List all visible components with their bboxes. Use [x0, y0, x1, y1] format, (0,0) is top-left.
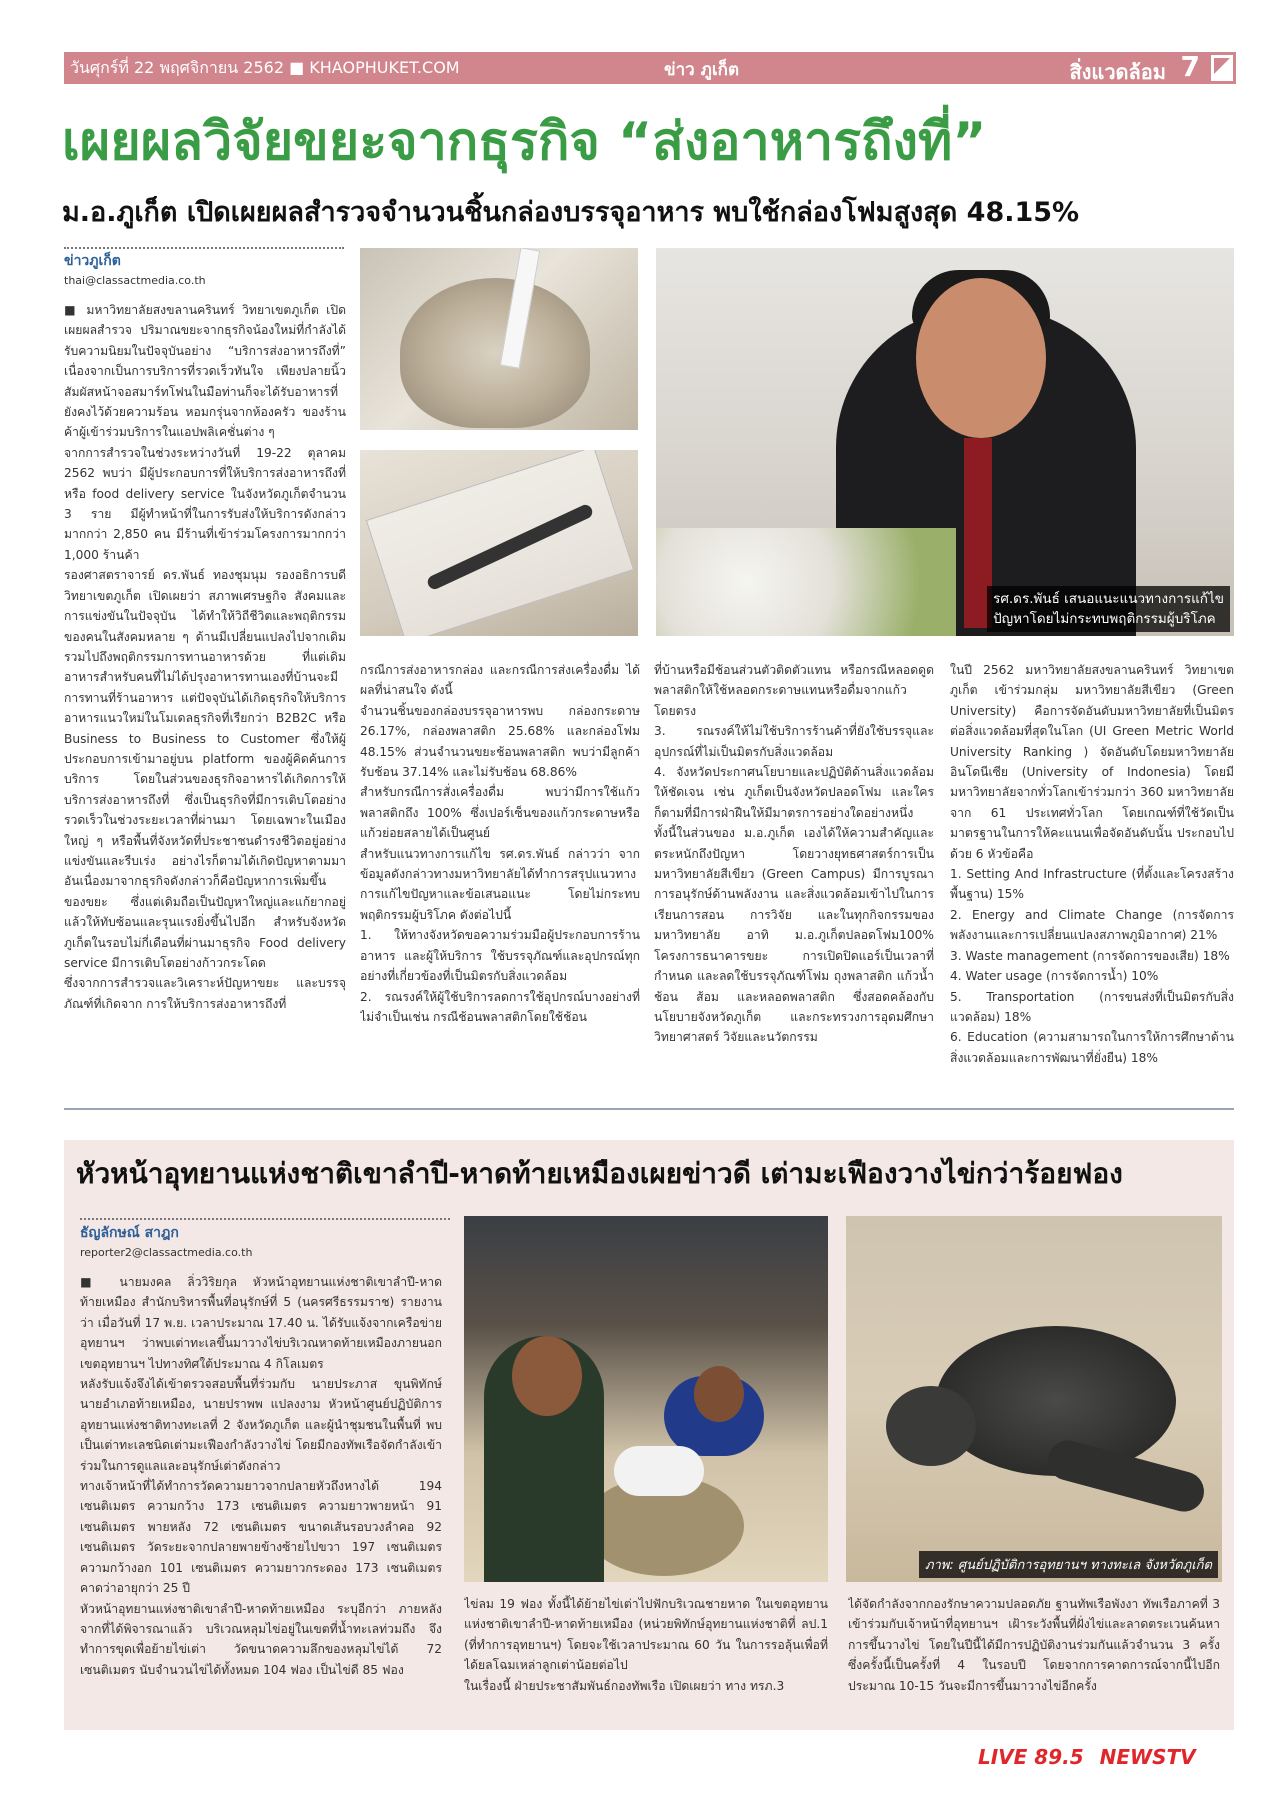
tv-logo-text: TV: [1166, 1745, 1196, 1769]
photo-leatherback-turtle: [846, 1216, 1222, 1582]
news-tv-logo: [1100, 1745, 1196, 1769]
article1-headline: เผยผลวิจัยขยะจากธุรกิจ “ส่งอาหารถึงที่”: [62, 112, 987, 172]
corner-logo-icon: [1208, 52, 1236, 84]
article2-column-2: ไข่ลม 19 ฟอง ทั้งนี้ได้ย้ายไข่เต่าไปฟักบริเวณชายหาด ในเขตอุทยานแห่งชาติเขาลำปี-หาดท้ายเหมือง (หน่วยพิทักษ์อุทยานแห่งชาติที่ ลป.1 (ที่ทำการอุทยานฯ) โดยจะใช้เวลาประมาณ 60 วัน ในการรอลุ้นเพื่อที่ได้ยลโฉมเหล่าลูกเต่าน้อยต่อไป ในเรื่องนี้ ฝ่ายประชาสัมพันธ์กองทัพเรือ เปิดเผยว่า ทาง ทรภ.3: [464, 1597, 828, 1693]
cup-shape: [400, 278, 590, 428]
speaker-face-shape: [916, 278, 1046, 438]
officer-face-shape: [512, 1336, 582, 1416]
article1-subheadline: ม.อ.ภูเก็ต เปิดเผยผลสำรวจจำนวนชิ้นกล่องบรรจุอาหาร พบใช้กล่องโฟมสูงสุด 48.15%: [62, 197, 1080, 228]
article2-column-3: ได้จัดกำลังจากกองรักษาความปลอดภัย ฐานทัพเรือพังงา ทัพเรือภาคที่ 3 เข้าร่วมกับเจ้าหน้าที่อุทยานฯ เฝ้าระวังพื้นที่ฝั่งไข่และลาดตระเวนค้นหาการขึ้นวางไข่ โดยในปีนี้ได้มีการปฏิบัติงานร่วมกันแล้วจำนวน 3 ครั้ง ซึ่งครั้งนี้เป็นครั้งที่ 4 ในรอบปี โดยจากการคาดการณ์จากนี้ไปอีกประมาณ 10-15 วันจะมีการขึ้นมาวางไข่อีกครั้ง: [848, 1597, 1220, 1693]
byline2-divider: [80, 1218, 450, 1220]
page-header: [64, 52, 1236, 84]
photo-egg-relocation: [464, 1216, 828, 1582]
glove-shape: [614, 1446, 704, 1496]
speaker-photo-caption: รศ.ดร.พันธ์ เสนอแนะแนวทางการแก้ไข ปัญหาโดยไม่กระทบพฤติกรรมผู้บริโภค: [987, 586, 1230, 632]
article1-byline: [64, 250, 344, 287]
live-logo-text: LIVE: [978, 1745, 1028, 1769]
article1-column-2: กรณีการส่งอาหารกล่อง และกรณีการส่งเครื่องดื่ม ได้ผลที่น่าสนใจ ดังนี้ จำนวนชิ้นของกล่องบรรจุอาหารพบ กล่องกระดาษ 26.17%, กล่องพลาสติก 25.68% และกล่องโฟม 48.15% ส่วนจำนวนขยะช้อนพลาสติก พบว่ามีลูกค้ารับช้อน 37.14% และไม่รับช้อน 68.86% สำหรับกรณีการสั่งเครื่องดื่ม พบว่ามีการใช้แก้วพลาสติกถึง 100% ซึ่งเปอร์เซ็นของแก้วกระดาษหรือแก้วย่อยสลายได้เป็นศูนย์ สำหรับแนวทางการแก้ไข รศ.ดร.พันธ์ กล่าวว่า จากข้อมูลดังกล่าวทางมหาวิทยาลัยได้ทำการสรุปแนวทางการแก้ไขปัญหาและข้อเสนอแนะ โดยไม่กระทบพฤติกรรมผู้บริโภค ดังต่อไปนี้ 1. ให้ทางจังหวัดขอความร่วมมือผู้ประกอบการร้านอาหาร และผู้ให้บริการ ใช้บรรจุภัณฑ์และอุปกรณ์ทุกอย่างที่เกี่ยวข้องที่เป็นมิตรกับสิ่งแวดล้อม 2. รณรงค์ให้ผู้ใช้บริการลดการใช้อุปกรณ์บางอย่างที่ไม่จำเป็นเช่น กรณีช้อนพลาสติกโดยใช้ช้อน: [360, 663, 640, 1024]
turtle-photo-caption: ภาพ: ศูนย์ปฏิบัติการอุทยานฯ ทางทะเล จังหวัดภูเก็ต: [919, 1551, 1218, 1578]
byline-divider: [64, 247, 344, 249]
photo-drink-cup: [360, 248, 638, 430]
header-date-site: วันศุกร์ที่ 22 พฤศจิกายน 2562 ■ KHAOPHUKET.COM: [70, 57, 460, 77]
article2-headline: หัวหน้าอุทยานแห่งชาติเขาลำปี-หาดท้ายเหมืองเผยข่าวดี เต่ามะเฟืองวางไข่กว่าร้อยฟอง: [76, 1157, 1123, 1190]
section-divider: [64, 1108, 1234, 1110]
digger-face-shape: [694, 1366, 744, 1422]
header-section: สิ่งแวดล้อม: [1069, 60, 1166, 84]
news-logo-text: NEWS: [1099, 1745, 1167, 1769]
flowers-shape: [656, 528, 956, 636]
page-number: 7: [1180, 50, 1200, 83]
photo-plastic-cutlery: [360, 450, 638, 636]
live-radio-logo: [978, 1745, 1084, 1769]
header-brand: ข่าว ภูเก็ต: [664, 60, 739, 80]
article2-author: ธัญลักษณ์ สาฎก: [80, 1225, 179, 1241]
article1-email: thai@classactmedia.co.th: [64, 274, 206, 287]
article1-column-4: ในปี 2562 มหาวิทยาลัยสงขลานครินทร์ วิทยาเขตภูเก็ต เข้าร่วมกลุ่ม มหาวิทยาลัยสีเขียว (Green University) คือการจัดอันดับมหาวิทยาลัยที่เป็นมิตรต่อสิ่งแวดล้อมที่สุดในโลก (UI Green Metric World University Ranking ) จัดอันดับโดยมหาวิทยาลัยอินโดนีเซีย (University of Indonesia) โดยมีมหาวิทยาลัยจากทั่วโลกเข้าร่วมกว่า 360 มหาวิทยาลัย จาก 61 ประเทศทั่วโลก โดยเกณฑ์ที่ใช้วัดเป็นมาตรฐานในการให้คะแนนเพื่อจัดอันดับนั้น ประกอบไปด้วย 6 หัวข้อคือ 1. Setting And Infrastructure (ที่ตั้งและโครงสร้างพื้นฐาน) 15% 2. Energy and Climate Change (การจัดการพลังงานและการเปลี่ยนแปลงสภาพภูมิอากาศ) 21% 3. Waste management (การจัดการของเสีย) 18% 4. Water usage (การจัดการน้ำ) 10% 5. Transportation (การขนส่งที่เป็นมิตรกับสิ่งแวดล้อม) 18% 6. Education (ความสามารถในการให้การศึกษาด้านสิ่งแวดล้อมและการพัฒนาที่ยั่งยืน) 18%: [950, 663, 1234, 1065]
article1-column-1: ■ มหาวิทยาลัยสงขลานครินทร์ วิทยาเขตภูเก็ต เปิดเผยผลสำรวจ ปริมาณขยะจากธุรกิจน้องใหม่ที่กำลังได้รับความนิยมในปัจจุบันอย่าง “บริการส่งอาหารถึงที่” เนื่องจากเป็นการบริการที่รวดเร็วทันใจ เพียงปลายนิ้วสัมผัสหน้าจอสมาร์ทโฟนในมือท่านก็จะได้รับอาหารที่ยังคงไว้ด้วยความร้อน หอมกรุ่นจากห้องครัว ของร้านค้าผู้เข้าร่วมบริการในแอปพลิเคชั่นต่าง ๆ จากการสำรวจในช่วงระหว่างวันที่ 19-22 ตุลาคม 2562 พบว่า มีผู้ประกอบการที่ให้บริการส่งอาหารถึงที่ หรือ food delivery service ในจังหวัดภูเก็ตจำนวน 3 ราย มีผู้ทำหน้าที่ในการรับส่งให้บริการดังกล่าวมากกว่า 2,850 คน มีร้านที่เข้าร่วมโครงการมากกว่า 1,000 ร้านค้า รองศาสตราจารย์ ดร.พันธ์ ทองชุมนุม รองอธิการบดีวิทยาเขตภูเก็ต เปิดเผยว่า สภาพเศรษฐกิจ สังคมและการแข่งขันในปัจจุบัน ได้ทำให้วิถีชีวิตและพฤติกรรมของคนในสังคมหลาย ๆ ด้านมีเปลี่ยนแปลงไปจากเดิม รวมไปถึงพฤติกรรมการทานอาหารด้วย ที่แต่เดิมอาหารสำหรับคนที่ไม่ได้ปรุงอาหารทานเองที่บ้านจะมีการทานที่ร้านอาหาร แต่ปัจจุบันได้เกิดธุรกิจให้บริการอาหารแนวใหม่ในโมเดลธุรกิจที่เรียกว่า B2B2C หรือ Business to Business to Customer ซึ่งให้ผู้ประกอบการเข้ามาอยู่บน platform ของผู้คิดค้นการบริการ โดยในส่วนของธุรกิจอาหารได้เกิดการให้บริการส่งอาหารถึงที่ ซึ่งเป็นธุรกิจที่มีการเติบโตอย่างรวดเร็วในช่วงระยะเวลาที่ผ่านมา โดยเฉพาะในเมืองใหญ่ ๆ หรือพื้นที่จังหวัดที่ประชาชนดำรงชีวิตอยู่อย่างแข่งขันและรีบเร่ง อย่างไรก็ตามได้เกิดปัญหาตามมาอันเนื่องมาจากธุรกิจดังกล่าวก็คือปัญหาการเพิ่มขึ้นของขยะ ซึ่งแต่เดิมถือเป็นปัญหาใหญ่และแก้ยากอยู่แล้วให้ทับซ้อนและรุนแรงยิ่งขึ้นไปอีก สำหรับจังหวัดภูเก็ตในรอบไม่กี่เดือนที่ผ่านมาธุรกิจ Food delivery service มีการเติบโตอย่างก้าวกระโดด ซึ่งจากการสำรวจและวิเคราะห์ปัญหาขยะ และบรรจุภัณฑ์ที่เกิดจาก การให้บริการส่งอาหารถึงที่: [64, 303, 346, 1011]
article1-author: ข่าวภูเก็ต: [64, 253, 121, 269]
footer-logos: [978, 1742, 1234, 1772]
article2-byline: [80, 1222, 450, 1259]
live-logo-freq: 89.5: [1034, 1745, 1084, 1769]
article2-email: reporter2@classactmedia.co.th: [80, 1246, 253, 1259]
turtle-head-shape: [886, 1386, 976, 1466]
article2-column-1: ■ นายมงคล ลิ่ววิริยกุล หัวหน้าอุทยานแห่งชาติเขาลำปี-หาดท้ายเหมือง สำนักบริหารพื้นที่อนุรักษ์ที่ 5 (นครศรีธรรมราช) รายงานว่า เมื่อวันที่ 17 พ.ย. เวลาประมาณ 17.40 น. ได้รับแจ้งจากเครือข่ายอุทยานฯ ว่าพบเต่าทะเลขึ้นมาวางไข่บริเวณหาดท้ายเหมืองภายนอกเขตอุทยานฯ ไปทางทิศใต้ประมาณ 4 กิโลเมตร หลังรับแจ้งจึงได้เข้าตรวจสอบพื้นที่ร่วมกับ นายประภาส ขุนพิทักษ์ นายอำเภอท้ายเหมือง, นายปราพพ แปลงงาม หัวหน้าศูนย์ปฏิบัติการอุทยานแห่งชาติทางทะเลที่ 2 จังหวัดภูเก็ต และผู้นำชุมชนในพื้นที่ พบเป็นเต่าทะเลชนิดเต่ามะเฟืองกำลังวางไข่ โดยมีกองทัพเรือจัดกำลังเข้าร่วมในการดูแลและอนุรักษ์เต่าดังกล่าว ทางเจ้าหน้าที่ได้ทำการวัดความยาวจากปลายหัวถึงหางได้ 194 เซนติเมตร ความกว้าง 173 เซนติเมตร ความยาวพายหน้า 91 เซนติเมตร พายหลัง 72 เซนติเมตร ขนาดเส้นรอบวงลำคอ 92 เซนติเมตร วัดระยะจากปลายพายข้างซ้ายไปขวา 197 เซนติเมตร ความกว้างอก 101 เซนติเมตร ความยาวกระดอง 173 เซนติเมตร คาดว่าอายุกว่า 25 ปี หัวหน้าอุทยานแห่งชาติเขาลำปี-หาดท้ายเหมือง ระบุอีกว่า ภายหลังจากที่ได้พิจารณาแล้ว บริเวณหลุมไข่อยู่ในเขตที่น้ำทะเลท่วมถึง จึงทำการขุดเพื่อย้ายไข่เต่า วัดขนาดความลึกของหลุมไข่ได้ 72 เซนติเมตร นับจำนวนไข่ได้ทั้งหมด 104 ฟอง เป็นไข่ดี 85 ฟอง: [80, 1275, 442, 1677]
article1-column-3: ที่บ้านหรือมีช้อนส่วนตัวติดตัวแทน หรือกรณีหลอดดูดพลาสติกให้ใช้หลอดกระดาษแทนหรือดื่มจากแก้วโดยตรง 3. รณรงค์ให้ไม่ใช้บริการร้านค้าที่ยังใช้บรรจุและอุปกรณ์ที่ไม่เป็นมิตรกับสิ่งแวดล้อม 4. จังหวัดประกาศนโยบายและปฏิบัติด้านสิ่งแวดล้อมให้ชัดเจน เช่น ภูเก็ตเป็นจังหวัดปลอดโฟม และใครก็ตามที่มีการฝ่าฝืนให้มีมาตรการอย่างใดอย่างหนึ่ง ทั้งนี้ในส่วนของ ม.อ.ภูเก็ต เองได้ให้ความสำคัญและตระหนักถึงปัญหา โดยวางยุทธศาสตร์การเป็นมหาวิทยาลัยสีเขียว (Green Campus) มีการบูรณาการอนุรักษ์ด้านพลังงาน และสิ่งแวดล้อมเข้าไปในการเรียนการสอน การวิจัย และในทุกกิจกรรมของมหาวิทยาลัย อาทิ ม.อ.ภูเก็ตปลอดโฟม100% โครงการธนาคารขยะ การเปิดปิดแอร์เป็นเวลาที่กำหนด และลดใช้บรรจุภัณฑ์โฟม ถุงพลาสติก แก้วน้ำ ช้อน ส้อม และหลอดพลาสติก ซึ่งสอดคล้องกับนโยบายจังหวัดภูเก็ต และกระทรวงการอุดมศึกษา วิทยาศาสตร์ วิจัยและนวัตกรรม: [654, 663, 934, 1045]
photo-speaker: [656, 248, 1234, 636]
